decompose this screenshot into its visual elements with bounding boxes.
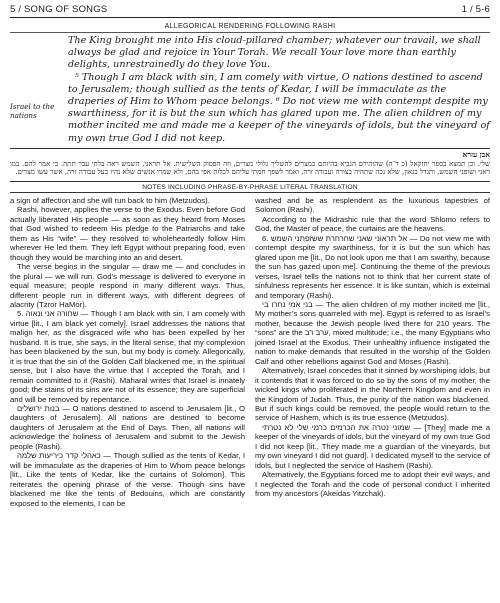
notes-right-column bbox=[255, 196, 490, 508]
note-paragraph: washed and be as resplendent as the luxurious tapestries of Solomon (Rashi). bbox=[255, 196, 490, 215]
note-paragraph: Alternatively, Israel concedes that it sinned by worshiping idols, but it contends that it was forced to do so by the sons of my mother, the wicked kings who proliferated in the Northern Kingdom and even in the Kingdom of Judah. Thus, the purity of the nation was blackened. But if such kings could be removed, the people would return to the service of Hashem, which is its true essence (Metzudos). bbox=[255, 366, 490, 423]
note-paragraph: כאהלי קדר כיריעות שלמה — Though sullied as the tents of Kedar, I will be immaculate as the draperies of Him to Whom peace belongs [lit., Like the tents of Kedar, like the curtains of Solomon]. This reiterates the opening phrase of the verse. Though sins have blackened me like the tents of Bedouins, which are constantly exposed to the elements, I can be bbox=[10, 451, 245, 508]
running-head-left: 5 / SONG OF SONGS bbox=[10, 4, 108, 15]
note-paragraph: a sign of affection and she will run back to him (Metzudos). bbox=[10, 196, 210, 206]
running-head-right: 1 / 5-6 bbox=[461, 4, 490, 15]
notes-heading: NOTES INCLUDING PHRASE-BY-PHRASE LITERAL TRANSLATION bbox=[10, 181, 490, 193]
note-paragraph: Rashi, however, applies the verse to the Exodus. Even before God actually liberated His people — as soon as they heard from Moses that God wished to redeem His pledge to the Patriarchs and take them as His “wife” — they resolved to wholeheartedly follow Him wherever He led them. They left Egypt without preparing food, even though they would be marching into an arid desert. bbox=[10, 205, 245, 262]
allegorical-paragraph: ⁵ Though I am black with sin, I am comely with virtue, O nations destined to ascend to Jerusalem; though sullied as the tents of Kedar, I will be immaculate as the draperies of Him to Whom peace belongs. ⁶ Do not view me with contempt despite my swarthiness, for it is but the sun which has glared upon me. The alien children of my mother incited me and made me a keeper of the vineyards of idols, but the vineyard of my own true God I did not keep. bbox=[68, 71, 490, 144]
notes-left-column bbox=[10, 196, 245, 508]
running-head bbox=[10, 4, 490, 18]
allegorical-paragraph: The King brought me into His cloud-pillared chamber; whatever our travail, we shall always be glad and rejoice in Your Torah. We recall Your love more than earthly delights, unrestrainedly do they love You. bbox=[68, 35, 481, 71]
hebrew-commentary-text: שלי. וכן תמצא בספר יחזקאל (כ ד־ה) שהזהירם הנביא בהיותם במצרים להשליך גלולי מצרים, וזה הפסוק השלישית. אל תראני, השמש ראה בלחי עבר תתה. כי אמר להם. כמו ראני ושופני השמש, ותגדל בגאון, שלא נכה שתהיה בצורה ועבודה זרה, ואמר לשפך חמתי עליהם לכלות אפי בהם, ולא שמרו אנשים שלא נהיו בעל עבודה זרה, אשר עשו מצרים. bbox=[10, 159, 490, 177]
note-paragraph: 5. שחורה אני ונאוה — Though I am black with sin, I am comely with virtue [lit., I am black yet comely]. Israel addresses the nations that malign her, as the disgraced wife who has been expelled by her husband. It is true, she says, in the literal sense, that my complexion has been blackened by the sun, but my body is comely. Allegorically, it is true that the sin of the Golden Calf blackened me, in the spiritual sense, but I also have the virtue that I accepted the Torah, and I remain committed to it (Rashi). Maharal writes that Israel is innately good; the stains of its sins are not of its essence; they are superficial and will be removed by repentance. bbox=[10, 309, 245, 404]
notes-columns bbox=[10, 196, 490, 508]
allegorical-text bbox=[68, 35, 490, 145]
note-paragraph: שמוני נטרה את הכרמים כרמי שלי לא נטרתי — [They] made me a keeper of the vineyards of idols, but the vineyard of my own true God I did not keep [lit., They made me a guardian of the vineyards, but my own vineyard I did not guard]. I dedicated myself to the service of idols, but I neglected the service of Hashem (Rashi). bbox=[255, 422, 490, 470]
allegorical-section bbox=[10, 35, 490, 145]
note-paragraph: Alternatively, the Egyptians forced me to adopt their evil ways, and I neglected the Torah and the code of personal conduct I inherited from my ancestors (Akeidas Yitzchak). bbox=[255, 470, 490, 499]
note-paragraph: The verse begins in the singular — draw me — and concludes in the plural — we will run. God’s message is delivered to everyone in equal measure; people respond in many different ways. Thus, different people run in different ways, with different degrees of alacrity (Tzror HaMor). bbox=[10, 262, 245, 309]
note-paragraph: According to the Midrashic rule that the word Shlomo refers to God, the Master of peace, the curtains are the heavens. bbox=[255, 214, 490, 234]
hebrew-commentary-title: אבן עזרא bbox=[10, 148, 490, 159]
margin-note: Israel to the nations bbox=[10, 102, 55, 120]
allegorical-heading: ALLEGORICAL RENDERING FOLLOWING RASHI bbox=[10, 18, 490, 33]
note-paragraph: בנות ירושלים — O nations destined to ascend to Jerusalem [lit., O daughters of Jerusalem]. All nations are destined to become daughters of Jerusalem at the End of Days. Then, all nations will acknowledge the holiness of Jerusalem and submit to the Jewish people (Rashi). bbox=[10, 403, 245, 451]
note-paragraph: 6. אל תראוני שאני שחרחרת ששזפתני השמש — Do not view me with contempt despite my swarthiness, for it is but the sun which has glared upon me [lit., Do not look upon me that I am swarthy, because the sun has gazed upon me]. Continuing the theme of the previous verses, Israel tells the nations not to think that her current state of sinfulness represents her essence. It is like suntan, which is external and temporary (Rashi). bbox=[255, 233, 490, 300]
note-paragraph: בני אמי נחרו בי — The alien children of my mother incited me [lit., My mother’s sons quarreled with me]. Egypt is referred to as Israel’s mother, because the Jewish people lived there for 210 years. The “sons” are the ערב רב, mixed multitude; i.e., the many Egyptians who joined Israel at the Exodus. Their unhealthy influence instigated the nation to make demands that resulted in the worship of the Golden Calf and other rebellions against God and Moses (Rashi). bbox=[255, 300, 491, 366]
